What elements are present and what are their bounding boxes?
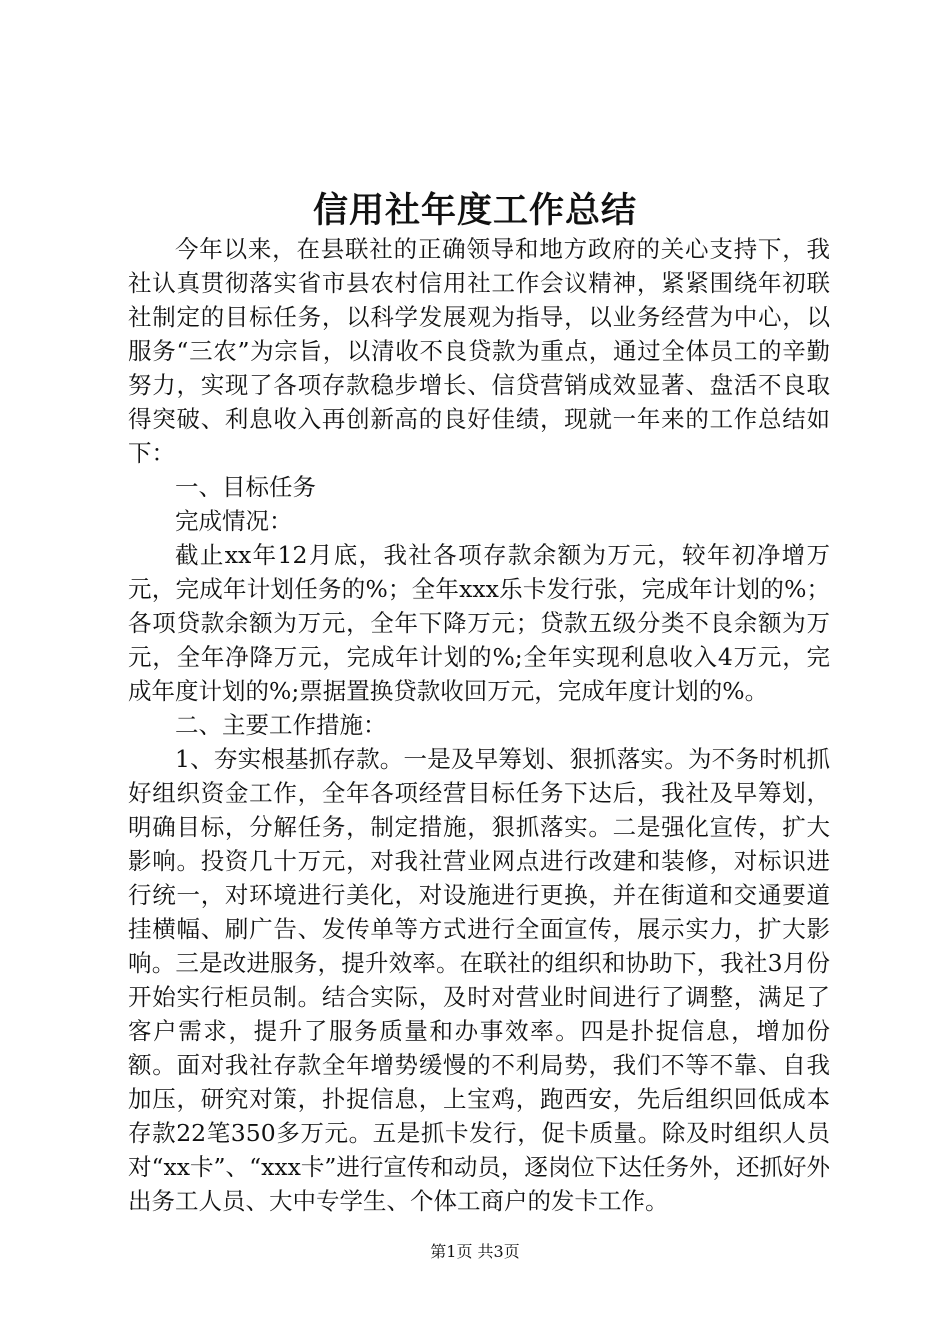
document-title: 信用社年度工作总结 bbox=[312, 190, 637, 231]
page-number-footer: 第1页 共3页 bbox=[430, 1242, 520, 1261]
measures-paragraph: 1、夯实根基抓存款。一是及早筹划、狠抓落实。为不务时机抓好组织资金工作，全年各项经营目标任务下达后，我社及早筹划，明确目标，分解任务，制定措施，狠抓落实。二是强化宣传，扩大影响。投资几十万元，对我社营业网点进行改建和装修，对标识进行统一，对环境进行美化，对设施进行更换，并在街道和交通要道挂横幅、刷广告、发传单等方式进行全面宣传，展示实力，扩大影响。三是改进服务，提升效率。在联社的组织和协助下，我社3月份开始实行柜员制。结合实际，及时对营业时间进行了调整，满足了客户需求，提升了服务质量和办事效率。四是扑捉信息，增加份额。面对我社存款全年增势缓慢的不利局势，我们不等不靠、自我加压，研究对策，扑捉信息，上宝鸡，跑西安，先后组织回低成本存款22笔350多万元。五是抓卡发行，促卡质量。除及时组织人员对“xx卡”、“xxx卡”进行宣传和动员，逐岗位下达任务外，还抓好外出务工人员、大中专学生、个体工商户的发卡工作。 bbox=[128, 745, 830, 1215]
subheading-completion: 完成情况： bbox=[175, 507, 293, 535]
intro-paragraph: 今年以来，在县联社的正确领导和地方政府的关心支持下，我社认真贯彻落实省市县农村信用社工作会议精神，紧紧围绕年初联社制定的目标任务，以科学发展观为指导，以业务经营为中心，以服务“三农”为宗旨，以清收不良贷款为重点，通过全体员工的辛勤努力，实现了各项存款稳步增长、信贷营销成效显著、盘活不良取得突破、利息收入再创新高的良好佳绩，现就一年来的工作总结如下： bbox=[128, 235, 830, 467]
section-heading-goals: 一、目标任务 bbox=[175, 473, 316, 501]
section-heading-measures: 二、主要工作措施： bbox=[175, 711, 387, 739]
document-body bbox=[128, 232, 830, 1218]
completion-paragraph: 截止xx年12月底，我社各项存款余额为万元，较年初净增万元，完成年计划任务的%；全年xxx乐卡发行张，完成年计划的%；各项贷款余额为万元，全年下降万元；贷款五级分类不良余额为万元，全年净降万元，完成年计划的%;全年实现利息收入4万元，完成年度计划的%;票据置换贷款收回万元，完成年度计划的%。 bbox=[128, 541, 830, 705]
